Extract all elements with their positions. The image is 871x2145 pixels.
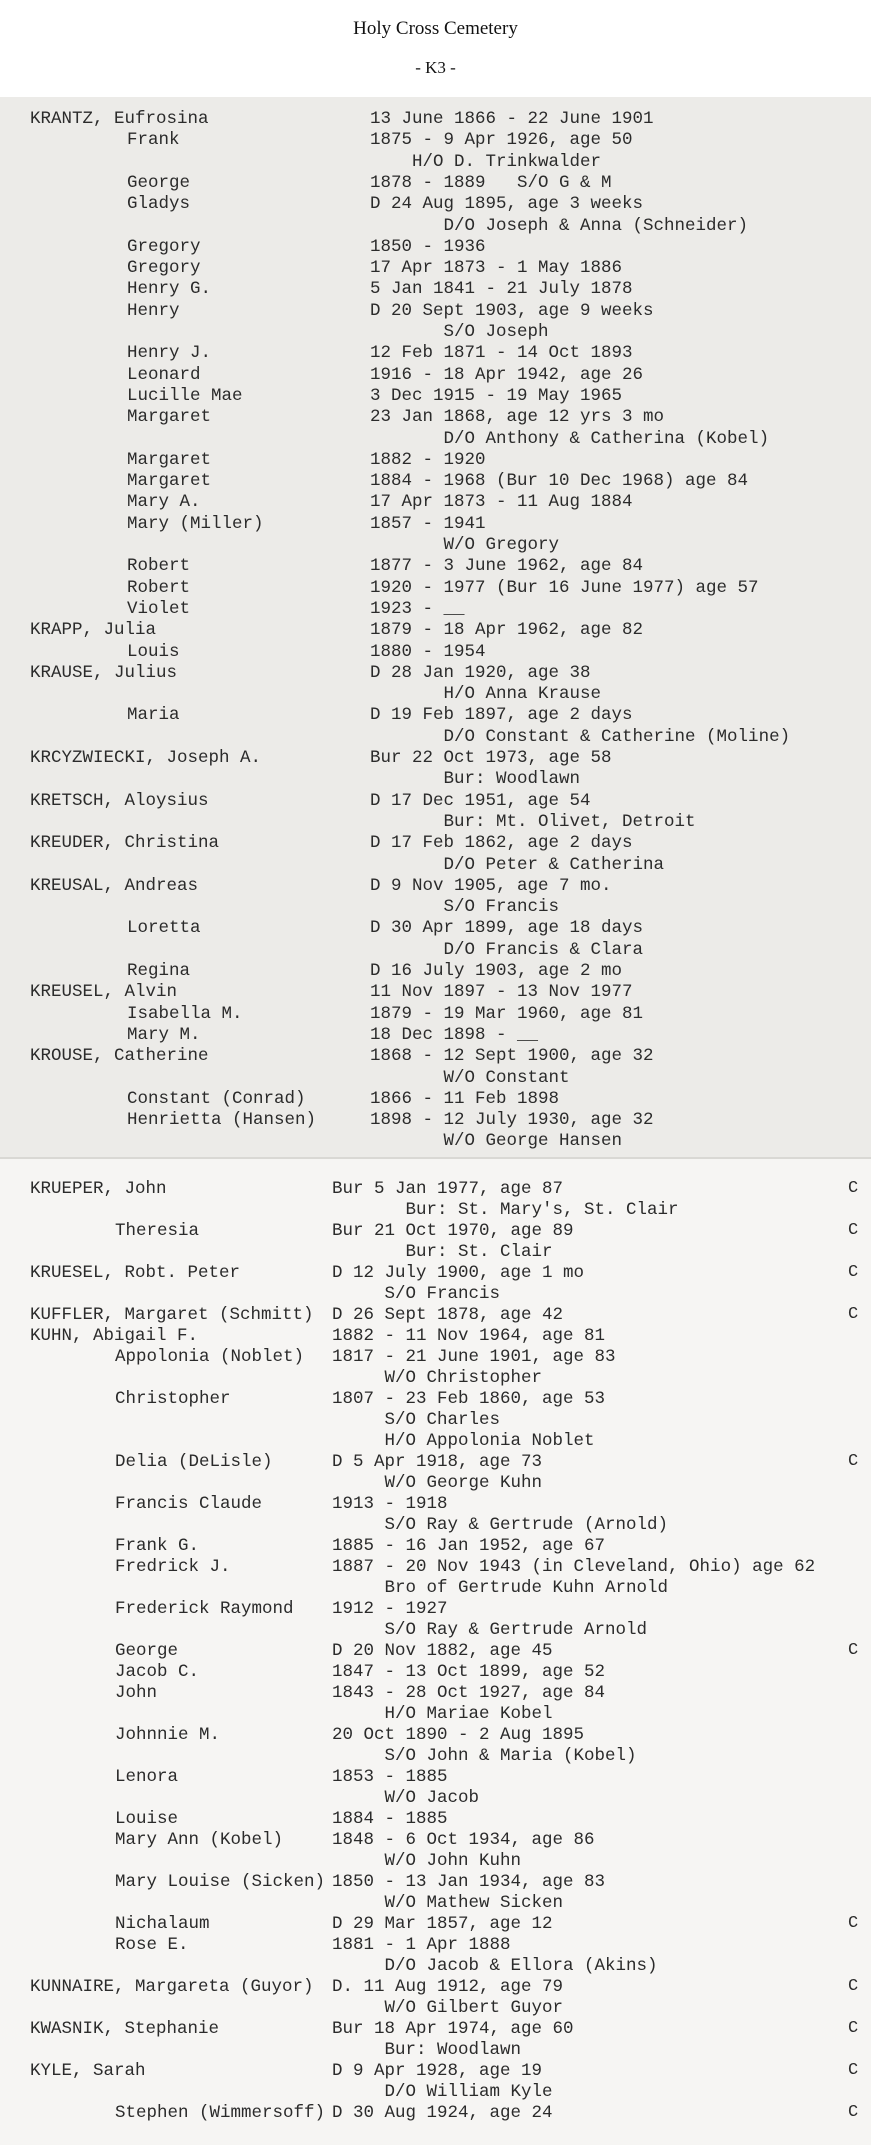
record-detail: H/O D. Trinkwalder [370,151,602,172]
given-name: Leonard [127,364,201,385]
surname-entry: KRAPP, Julia [30,620,157,641]
given-name: Frederick Raymond [115,1599,294,1619]
record-detail: S/O Francis [332,1284,501,1304]
record-detail: H/O Appolonia Noblet [332,1431,595,1451]
record-detail: H/O Anna Krause [370,684,602,705]
record-detail: Bur 5 Jan 1977, age 87 [332,1179,564,1199]
record-detail: S/O Ray & Gertrude Arnold [332,1620,648,1640]
record-detail: S/O Ray & Gertrude (Arnold) [332,1515,669,1535]
surname-entry: KUFFLER, Margaret (Schmitt) [30,1305,314,1325]
record-detail: 1878 - 1889 S/O G & M [370,172,612,193]
given-name: Henry G. [127,279,212,300]
record-detail: D 20 Sept 1903, age 9 weeks [370,300,654,321]
surname-entry: KUHN, Abigail F. [30,1326,199,1346]
record-detail: 17 Apr 1873 - 1 May 1886 [370,258,623,279]
record-detail: Bur 22 Oct 1973, age 58 [370,748,612,768]
given-name: Rose E. [115,1935,189,1955]
surname-entry: KREUSAL, Andreas [30,875,199,896]
record-marker: C [848,1221,859,1240]
page-header [0,0,871,95]
surname-entry: KRETSCH, Aloysius [30,790,209,811]
record-detail: Bur: Woodlawn [332,2040,522,2060]
record-detail: Bur: St. Mary's, St. Clair [332,1200,679,1220]
given-name: Mary M. [127,1024,201,1045]
record-detail: 1817 - 21 June 1901, age 83 [332,1347,616,1367]
record-detail: 1868 - 12 Sept 1900, age 32 [370,1046,654,1067]
given-name: Regina [127,961,191,981]
record-detail: D 29 Mar 1857, age 12 [332,1914,553,1934]
given-name: Robert [127,556,191,577]
record-detail: 1898 - 12 July 1930, age 32 [370,1110,654,1131]
record-detail: 1877 - 3 June 1962, age 84 [370,556,644,577]
given-name: Margaret [127,449,212,470]
record-detail: 5 Jan 1841 - 21 July 1878 [370,279,633,300]
record-detail: D 17 Feb 1862, age 2 days [370,833,633,854]
record-detail: 1853 - 1885 [332,1767,448,1787]
record-detail: S/O Francis [370,897,560,918]
surname-entry: KREUDER, Christina [30,833,220,854]
surname-entry: KREUSEL, Alvin [30,982,178,1003]
record-detail: H/O Mariae Kobel [332,1704,553,1724]
given-name: Frank [127,130,180,151]
record-detail: 12 Feb 1871 - 14 Oct 1893 [370,343,633,364]
record-detail: 1920 - 1977 (Bur 16 June 1977) age 57 [370,577,759,598]
record-detail: 1884 - 1885 [332,1809,448,1829]
surname-entry: KRAUSE, Julius [30,662,178,683]
record-detail: 1807 - 23 Feb 1860, age 53 [332,1389,606,1409]
given-name: Theresia [115,1221,200,1241]
record-detail: 18 Dec 1898 - __ [370,1024,539,1045]
given-name: Johnnie M. [115,1725,221,1745]
scanned-page-2 [0,1159,871,2145]
given-name: Delia (DeLisle) [115,1452,273,1472]
given-name: Robert [127,577,191,598]
record-detail: Bur 18 Apr 1974, age 60 [332,2019,574,2039]
record-detail: D/O Francis & Clara [370,939,644,960]
record-detail: 13 June 1866 - 22 June 1901 [370,109,654,129]
record-marker: C [848,2103,859,2122]
record-detail: 1879 - 19 Mar 1960, age 81 [370,1003,644,1024]
record-detail: D 5 Apr 1918, age 73 [332,1452,543,1472]
record-detail: 11 Nov 1897 - 13 Nov 1977 [370,982,633,1003]
given-name: Fredrick J. [115,1557,231,1577]
record-detail: Bur: St. Clair [332,1242,553,1262]
record-detail: 1857 - 1941 [370,513,486,534]
surname-entry: KRANTZ, Eufrosina [30,109,209,129]
record-detail: D 28 Jan 1920, age 38 [370,662,591,683]
surname-entry: KRCYZWIECKI, Joseph A. [30,748,262,768]
record-detail: W/O Gregory [370,535,560,555]
scanned-page-1 [0,97,871,1159]
surname-entry: KYLE, Sarah [30,2061,146,2081]
given-name: Gladys [127,194,191,215]
record-marker: C [848,1305,859,1324]
record-detail: 1882 - 1920 [370,449,486,470]
record-detail: D 24 Aug 1895, age 3 weeks [370,194,644,215]
record-detail: 1912 - 1927 [332,1599,448,1619]
record-detail: D 20 Nov 1882, age 45 [332,1641,553,1661]
record-detail: W/O Gilbert Guyor [332,1998,564,2018]
record-detail: 1882 - 11 Nov 1964, age 81 [332,1326,606,1346]
record-detail: 1923 - __ [370,598,465,619]
record-detail: 23 Jan 1868, age 12 yrs 3 mo [370,407,665,428]
record-detail: 1884 - 1968 (Bur 10 Dec 1968) age 84 [370,471,749,492]
given-name: Lucille Mae [127,385,243,406]
surname-entry: KROUSE, Catherine [30,1046,209,1067]
surname-entry: KRUEPER, John [30,1179,167,1199]
given-name: Violet [127,598,191,619]
given-name: Louis [127,641,180,662]
record-detail: W/O George Hansen [370,1131,623,1152]
record-marker: C [848,2061,859,2080]
given-name: George [115,1641,179,1661]
given-name: Margaret [127,407,212,428]
surname-entry: KWASNIK, Stephanie [30,2019,220,2039]
record-detail: 1866 - 11 Feb 1898 [370,1088,560,1109]
record-detail: D 9 Nov 1905, age 7 mo. [370,875,612,896]
record-detail: D/O Joseph & Anna (Schneider) [370,215,749,236]
record-detail: 1885 - 16 Jan 1952, age 67 [332,1536,606,1556]
record-marker: C [848,1977,859,1996]
surname-entry: KUNNAIRE, Margareta (Guyor) [30,1977,314,1997]
given-name: Margaret [127,471,212,492]
record-detail: W/O Christopher [332,1368,543,1388]
record-detail: 1847 - 13 Oct 1899, age 52 [332,1662,606,1682]
record-detail: D 12 July 1900, age 1 mo [332,1263,585,1283]
record-marker: C [848,1641,859,1660]
record-marker: C [848,1452,859,1471]
record-detail: Bur: Mt. Olivet, Detroit [370,811,696,832]
record-detail: W/O Constant [370,1067,570,1088]
record-marker: C [848,1263,859,1282]
record-detail: D 17 Dec 1951, age 54 [370,790,591,811]
given-name: John [115,1683,158,1703]
record-detail: Bur 21 Oct 1970, age 89 [332,1221,574,1241]
record-detail: 1881 - 1 Apr 1888 [332,1935,511,1955]
given-name: Christopher [115,1389,231,1409]
given-name: Isabella M. [127,1003,243,1024]
record-detail: W/O Jacob [332,1788,480,1808]
record-detail: D. 11 Aug 1912, age 79 [332,1977,564,1997]
given-name: Loretta [127,918,201,939]
given-name: Stephen (Wimmersoff) [115,2103,326,2123]
record-detail: D/O Peter & Catherina [370,854,665,875]
record-marker: C [848,2019,859,2038]
record-detail: 1913 - 1918 [332,1494,448,1514]
record-detail: Bur: Woodlawn [370,769,581,790]
record-detail: W/O Mathew Sicken [332,1893,564,1913]
record-marker: C [848,1179,859,1198]
record-detail: 1843 - 28 Oct 1927, age 84 [332,1683,606,1703]
given-name: Lenora [115,1767,179,1787]
record-detail: 1880 - 1954 [370,641,486,662]
record-detail: 1875 - 9 Apr 1926, age 50 [370,130,633,151]
given-name: Mary Ann (Kobel) [115,1830,284,1850]
record-detail: 17 Apr 1873 - 11 Aug 1884 [370,492,633,513]
given-name: Henry J. [127,343,212,364]
record-detail: 20 Oct 1890 - 2 Aug 1895 [332,1725,585,1745]
record-detail: 1850 - 1936 [370,236,486,257]
given-name: Constant (Conrad) [127,1088,306,1109]
record-detail: S/O Joseph [370,322,549,342]
given-name: Henrietta (Hansen) [127,1110,317,1131]
record-detail: D/O Constant & Catherine (Moline) [370,726,791,747]
record-detail: W/O George Kuhn [332,1473,543,1493]
record-detail: D 30 Apr 1899, age 18 days [370,918,644,939]
record-detail: D/O Jacob & Ellora (Akins) [332,1956,658,1976]
given-name: Henry [127,300,180,321]
record-detail: Bro of Gertrude Kuhn Arnold [332,1578,669,1598]
surname-entry: KRUESEL, Robt. Peter [30,1263,241,1283]
given-name: Gregory [127,236,201,257]
record-detail: W/O John Kuhn [332,1851,522,1871]
record-detail: D 19 Feb 1897, age 2 days [370,705,633,726]
record-marker: C [848,1914,859,1933]
given-name: Mary Louise (Sicken) [115,1872,326,1892]
record-detail: S/O Charles [332,1410,501,1430]
given-name: Louise [115,1809,179,1829]
given-name: Maria [127,705,180,726]
given-name: Gregory [127,258,201,279]
record-detail: 3 Dec 1915 - 19 May 1965 [370,385,623,406]
given-name: Mary (Miller) [127,513,264,534]
page-section-label: - K3 - [415,58,456,77]
record-detail: 1887 - 20 Nov 1943 (in Cleveland, Ohio) age 62 [332,1557,816,1577]
given-name: Mary A. [127,492,201,513]
given-name: Francis Claude [115,1494,263,1514]
record-detail: 1879 - 18 Apr 1962, age 82 [370,620,644,641]
record-detail: D 9 Apr 1928, age 19 [332,2061,543,2081]
record-detail: D 16 July 1903, age 2 mo [370,961,623,981]
given-name: Appolonia (Noblet) [115,1347,305,1367]
record-detail: 1848 - 6 Oct 1934, age 86 [332,1830,595,1850]
record-detail: 1916 - 18 Apr 1942, age 26 [370,364,644,385]
record-detail: D 26 Sept 1878, age 42 [332,1305,564,1325]
record-detail: D 30 Aug 1924, age 24 [332,2103,553,2123]
record-detail: 1850 - 13 Jan 1934, age 83 [332,1872,606,1892]
document-title: Holy Cross Cemetery [353,18,518,39]
given-name: Frank G. [115,1536,200,1556]
given-name: Nichalaum [115,1914,210,1934]
record-detail: D/O Anthony & Catherina (Kobel) [370,428,770,449]
record-detail: S/O John & Maria (Kobel) [332,1746,637,1766]
given-name: George [127,172,191,193]
given-name: Jacob C. [115,1662,200,1682]
record-detail: D/O William Kyle [332,2082,553,2102]
